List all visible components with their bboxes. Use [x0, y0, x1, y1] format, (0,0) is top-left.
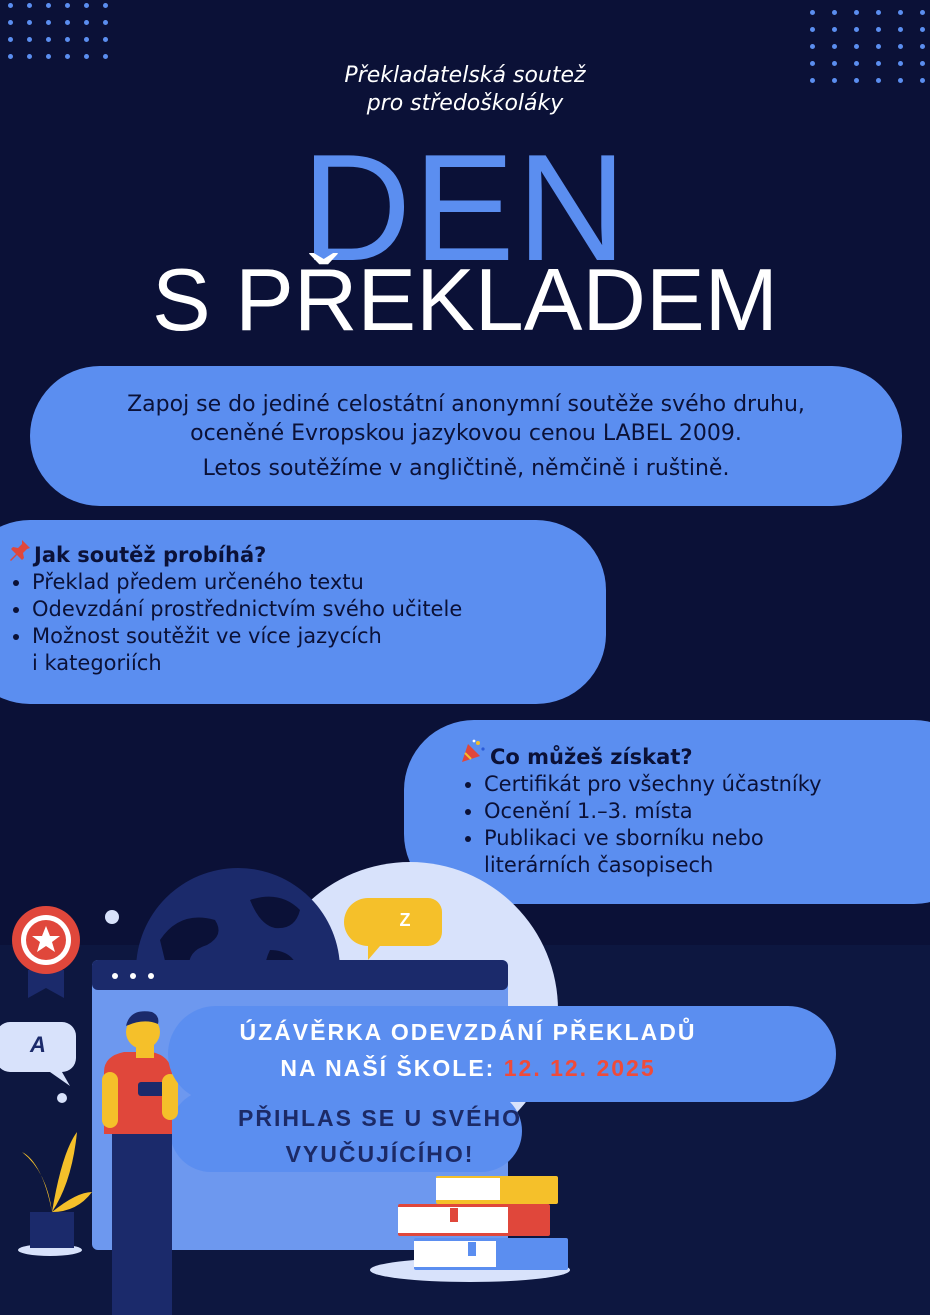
deadline-line-1: ÚZÁVĚRKA ODEVZDÁNÍ PŘEKLADŮ	[239, 1019, 697, 1045]
deadline-date: 12. 12. 2025	[503, 1055, 656, 1081]
list-item: • Možnost soutěžit ve více jazycích	[32, 623, 606, 650]
rewards-heading	[460, 738, 930, 771]
intro-line-1: Zapoj se do jediné celostátní anonymní soutěže svého druhu,	[127, 392, 805, 417]
deadline-text	[168, 1014, 768, 1086]
bubble-letter-a: A	[30, 1032, 46, 1057]
subtitle-line-1: Překladatelská soutež	[344, 63, 586, 88]
list-item: • Odevzdání prostřednictvím svého učitele	[32, 596, 606, 623]
deadline-prefix: NA NAŠÍ ŠKOLE:	[280, 1055, 504, 1081]
list-item-continuation: i kategoriích	[32, 651, 162, 675]
how-it-works-card	[0, 520, 606, 704]
signup-line-1: PŘIHLAS SE U SVÉHO	[238, 1105, 522, 1131]
title-den: DEN	[301, 123, 629, 293]
signup-line-2: VYUČUJÍCÍHO!	[285, 1141, 475, 1167]
intro-line-3: Letos soutěžíme v angličtině, němčině i ruštině.	[202, 456, 730, 481]
list-item: • Ocenění 1.–3. místa	[484, 798, 930, 825]
intro-line-2: oceněné Evropskou jazykovou cenou LABEL 2009.	[190, 421, 742, 446]
speech-bubble-a-icon	[0, 1022, 76, 1086]
subtitle-line-2: pro středoškoláky	[366, 91, 564, 116]
how-it-works-heading-text: Jak soutěž probíhá?	[34, 543, 267, 567]
deadline-line-2	[168, 1050, 768, 1086]
how-it-works-list	[8, 569, 606, 677]
plant-illustration	[18, 1132, 92, 1256]
list-item-continuation: literárních časopisech	[484, 853, 714, 877]
rewards-heading-text: Co můžeš získat?	[490, 745, 693, 769]
how-it-works-heading	[8, 538, 606, 569]
list-item: • Certifikát pro všechny účastníky	[484, 771, 930, 798]
award-badge-icon	[12, 906, 80, 998]
party-popper-icon	[460, 738, 490, 771]
decorative-dot-grid-left	[8, 3, 108, 59]
title-s-prekladem: S PŘEKLADEM	[152, 250, 778, 349]
signup-text	[232, 1100, 528, 1172]
list-item: • Publikaci ve sborníku nebo	[484, 825, 930, 852]
pushpin-icon	[8, 538, 34, 569]
bubble-letter-z: Z	[399, 910, 411, 930]
subtitle	[0, 62, 930, 118]
list-item: • Překlad předem určeného textu	[32, 569, 606, 596]
intro-pill	[30, 366, 902, 506]
